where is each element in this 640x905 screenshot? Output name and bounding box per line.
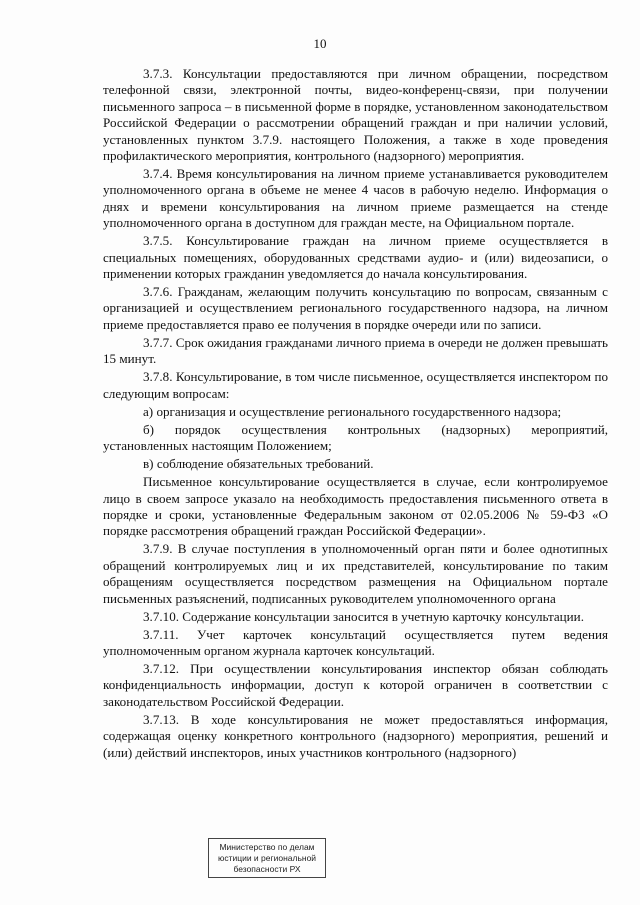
- paragraph-3-7-5: 3.7.5. Консультирование граждан на личном приеме осуществляется в специальных помещениях, оборудованных средствами аудио- и (или) видеозаписи, о применении которых гражданин уведомляется до начала консультирования.: [103, 233, 608, 282]
- registration-stamp: [208, 838, 326, 878]
- paragraph-3-7-12: 3.7.12. При осуществлении консультирования инспектор обязан соблюдать конфиденциальность информации, доступ к которой ограничен в соответствии с законодательством Российской Федерации.: [103, 660, 608, 709]
- document-body: [103, 66, 608, 763]
- paragraph-3-7-4: 3.7.4. Время консультирования на личном приеме устанавливается руководителем уполномоченного органа в объеме не менее 4 часов в рабочую неделю. Информация о днях и времени консультирования на личном приеме размещается на стенде уполномоченного органа в доступном для граждан месте, на Официальном портале.: [103, 166, 608, 231]
- page-number: 10: [313, 36, 327, 51]
- paragraph-3-7-11: 3.7.11. Учет карточек консультаций осуществляется путем ведения уполномоченным органом журнала карточек консультаций.: [103, 626, 608, 658]
- paragraph-3-7-6: 3.7.6. Гражданам, желающим получить консультацию по вопросам, связанным с организацией и осуществлением регионального государственного надзора, на личном приеме предоставляется право ее получения в порядке очереди или по записи.: [103, 284, 608, 332]
- list-item-a: а) организация и осуществление регионального государственного надзора;: [143, 403, 562, 419]
- paragraph-3-7-10: 3.7.10. Содержание консультации заносится в учетную карточку консультации.: [143, 608, 584, 624]
- paragraph-3-7-9: 3.7.9. В случае поступления в уполномоченный орган пяти и более однотипных обращений контролируемых лиц и их представителей, консультирование по таким обращениям осуществляется посредством размещения на Официальном портале письменных разъяснений, подписанных руководителем уполномоченного органа: [103, 541, 608, 606]
- paragraph-written-consultation: Письменное консультирование осуществляется в случае, если контролируемое лицо в своем запросе указало на необходимость предоставления письменного ответа в порядке и сроки, установленные Федеральным законом от 02.05.2006 № 59-ФЗ «О порядке рассмотрения обращений граждан Российской Федерации».: [103, 474, 608, 539]
- paragraph-3-7-3: 3.7.3. Консультации предоставляются при личном обращении, посредством телефонной связи, электронной почты, видео-конференц-связи, при получении письменного запроса – в письменной форме в порядке, установленном законодательством Российской Федерации о рассмотрении обращений граждан и при наличии условий, установленных пунктом 3.7.9. настоящего Положения, а также в ходе проведения профилактического мероприятия, контрольного (надзорного) мероприятия.: [103, 66, 608, 164]
- list-item-v: в) соблюдение обязательных требований.: [143, 456, 374, 472]
- paragraph-3-7-8: 3.7.8. Консультирование, в том числе письменное, осуществляется инспектором по следующим вопросам:: [103, 369, 608, 401]
- stamp-line-1: Министерство по делам: [219, 842, 315, 852]
- paragraph-3-7-13: 3.7.13. В ходе консультирования не может предоставляться информация, содержащая оценку конкретного контрольного (надзорного) мероприятия, решений и (или) действий инспекторов, иных участников контрольного (надзорного): [103, 711, 608, 760]
- stamp-line-3: безопасности РХ: [233, 864, 301, 874]
- stamp-line-2: юстиции и региональной: [217, 853, 317, 863]
- paragraph-3-7-7: 3.7.7. Срок ожидания гражданами личного приема в очереди не должен превышать 15 минут.: [103, 334, 608, 367]
- list-item-b: б) порядок осуществления контрольных (надзорных) мероприятий, установленных настоящим Положением;: [103, 421, 608, 454]
